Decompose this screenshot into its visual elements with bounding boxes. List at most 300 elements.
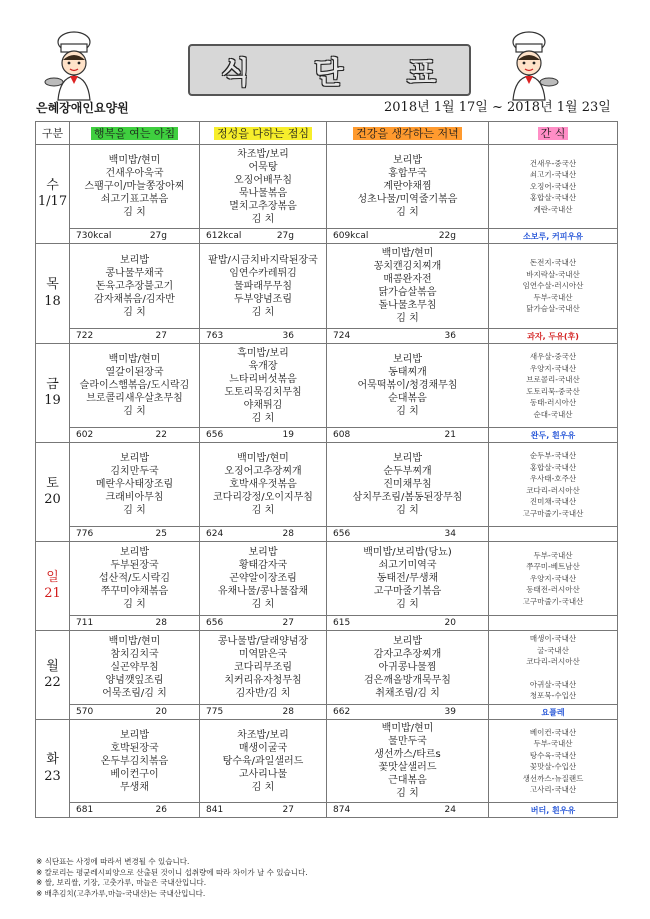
calories: 570	[76, 707, 94, 717]
menu-item: 김 치	[251, 599, 275, 610]
menu-item: 묵나물볶음	[238, 187, 288, 199]
menu-item: 김 치	[251, 306, 275, 318]
lunch-cell	[200, 244, 327, 329]
menu-item: 보리밥	[393, 354, 422, 365]
menu-item: 김 치	[396, 788, 419, 799]
nutrition-values	[206, 529, 320, 539]
protein: 20	[444, 618, 456, 628]
nutrition-row	[36, 229, 618, 244]
origin-item: 오징어-국내산	[529, 181, 577, 191]
nutrition-cell	[200, 229, 327, 244]
nutrition-cell	[70, 329, 200, 344]
menu-item: 검은깨올방개묵무침	[364, 675, 451, 686]
footnote: ※ 배추김치(고추가루,마늘-국내산)는 국내산입니다.	[36, 888, 206, 898]
origin-item: 새우살-중국산	[529, 352, 577, 361]
menu-item: 어묵탕	[248, 161, 278, 173]
nutrition-values	[76, 529, 193, 539]
calories: 841	[206, 805, 224, 815]
nutrition-cell	[327, 705, 489, 720]
menu-item: 백미밥/현미	[108, 354, 161, 365]
nutrition-row	[36, 428, 618, 443]
nutrition-values	[76, 707, 193, 717]
nutrition-cell	[200, 616, 327, 631]
calories: 624	[206, 529, 224, 539]
nutrition-cell	[70, 428, 200, 443]
menu-item: 매생이굴국	[238, 742, 288, 754]
nutrition-row	[36, 527, 618, 542]
origin-item: 돈전지-국내산	[529, 258, 577, 268]
menu-item: 돈육고추장불고기	[95, 280, 174, 292]
protein: 22g	[438, 231, 456, 241]
nutrition-cell	[70, 803, 200, 818]
breakfast-cell	[70, 542, 200, 616]
menu-item: 홍합무국	[388, 168, 427, 179]
origin-item: 두부-국내산	[533, 739, 573, 748]
day-cell	[36, 631, 70, 720]
calories: 608	[333, 430, 351, 440]
menu-item: 호박새우젓볶음	[229, 479, 297, 490]
menu-item: 탕수육/과일샐러드	[222, 755, 304, 767]
menu-item: 보리밥	[393, 636, 422, 647]
menu-item: 베이컨구이	[110, 768, 159, 780]
nutrition-cell	[327, 616, 489, 631]
menu-item: 아귀콩나물찜	[378, 662, 437, 673]
menu-item: 건새우아욱국	[105, 168, 164, 179]
origin-item: 우양지-국내산	[529, 363, 577, 373]
menu-item: 무생채	[120, 781, 149, 793]
menu-item: 김치만두국	[110, 466, 159, 477]
day-row	[36, 631, 618, 705]
menu-item: 계란야채찜	[383, 181, 432, 192]
menu-item: 야채튀김	[243, 399, 283, 411]
menu-item: 김 치	[396, 406, 419, 417]
menu-item: 어묵조림/김 치	[102, 688, 167, 699]
menu-item: 백미밥/보리밥(당뇨)	[363, 547, 452, 558]
weekly-menu-table	[35, 121, 618, 818]
menu-item: 고구마줄기볶음	[373, 586, 442, 597]
menu-item: 보리밥	[393, 155, 422, 166]
menu-item: 꽁치캔김치찌개	[373, 261, 442, 272]
snack-cell: 요플레	[489, 705, 618, 720]
day-name: 화	[46, 752, 59, 768]
menu-item: 백미밥/현미	[381, 248, 434, 259]
dinner-cell	[327, 631, 489, 705]
protein: 27	[282, 618, 294, 628]
menu-item: 닭가슴살볶음	[378, 287, 437, 298]
header-gubun: 구분	[36, 122, 70, 145]
protein: 39	[444, 707, 456, 717]
menu-item: 백미밥/현미	[108, 636, 161, 647]
menu-item: 코다리무조림	[234, 662, 292, 673]
dinner-cell	[327, 244, 489, 329]
protein: 28	[282, 529, 294, 539]
menu-item: 감자고추장찌개	[373, 649, 442, 660]
nutrition-cell	[70, 705, 200, 720]
menu-item: 치커리유자청무침	[224, 675, 302, 686]
menu-item: 근대볶음	[388, 775, 427, 786]
calories: 656	[206, 430, 224, 440]
day-name: 토	[46, 475, 59, 491]
nutrition-values	[206, 331, 320, 341]
day-row	[36, 542, 618, 616]
origin-item: 임연수살-러시아산	[522, 281, 584, 291]
menu-item: 섭산적/도시락김	[99, 573, 170, 584]
calories: 602	[76, 430, 94, 440]
calories: 662	[333, 707, 351, 717]
breakfast-cell	[70, 344, 200, 428]
menu-item: 김 치	[251, 781, 275, 793]
menu-title-banner	[188, 44, 471, 96]
calories: 615	[333, 618, 351, 628]
nutrition-values	[333, 805, 482, 815]
menu-item: 동태찌개	[388, 367, 427, 378]
menu-item: 백미밥/현미	[108, 155, 161, 166]
menu-item: 오징어배무침	[234, 174, 292, 186]
nutrition-cell	[70, 527, 200, 542]
nutrition-cell	[327, 229, 489, 244]
calories: 656	[333, 529, 351, 539]
menu-item: 물파래무무침	[234, 280, 292, 292]
nutrition-values	[76, 430, 193, 440]
calories: 612kcal	[206, 231, 242, 241]
menu-item: 열갈이된장국	[105, 367, 164, 378]
menu-item: 임연수카레튀김	[229, 267, 297, 279]
dinner-label: 건강을 생각하는 저녁	[353, 127, 462, 140]
menu-item: 백미밥/현미	[237, 453, 289, 464]
menu-item: 두부된장국	[110, 560, 159, 571]
menu-item: 순대볶음	[388, 393, 427, 404]
menu-item: 느타리버섯볶음	[229, 373, 297, 385]
nutrition-row	[36, 329, 618, 344]
menu-item: 메란우사태장조림	[95, 479, 174, 490]
menu-item: 콩나물밥/달래양념장	[217, 636, 309, 647]
lunch-label: 정성을 다하는 점심	[214, 127, 312, 140]
origin-item: 홍합살-국내산	[529, 462, 577, 472]
origin-item: 우양지-국내산	[529, 573, 577, 583]
menu-item: 멸치고추장볶음	[229, 200, 297, 212]
origin-item: 굴-국내산	[537, 645, 569, 655]
footnote: ※ 칼로리는 평균레시피양으로 산출된 것이니 섭취량에 따라 차이가 날 수 있습니다.	[36, 867, 308, 877]
menu-item: 보리밥	[393, 453, 422, 464]
menu-item: 김 치	[251, 505, 275, 516]
menu-item: 감자채볶음/김자반	[94, 293, 175, 305]
menu-item: 실곤약무침	[110, 662, 159, 673]
origin-item: 계란-국내산	[533, 204, 573, 214]
menu-item: 팥밥/시금치바지락된장국	[208, 254, 318, 266]
calories: 656	[206, 618, 224, 628]
title-char: 표	[407, 56, 438, 91]
organization-name: 은혜장애인요양원	[36, 101, 129, 115]
nutrition-values	[76, 331, 193, 341]
origin-item: 쭈꾸미-베트남산	[526, 562, 580, 572]
day-row	[36, 344, 618, 428]
origin-item: 고구마줄기-국내산	[522, 508, 584, 518]
calories: 776	[76, 529, 94, 539]
nutrition-values	[333, 430, 482, 440]
footnote: ※ 쌀, 보리쌀, 기장, 고춧가루, 마늘은 국내산입니다.	[36, 878, 207, 887]
menu-item: 미역맑은국	[238, 649, 288, 660]
protein: 34	[444, 529, 456, 539]
protein: 25	[155, 529, 167, 539]
origin-item: 꽃맛살-수입산	[529, 762, 577, 771]
origin-item: 진미채-국내산	[529, 497, 577, 506]
menu-item: 김 치	[123, 207, 146, 218]
origin-item: 바지락살-국내산	[526, 269, 580, 279]
menu-item: 김 치	[123, 306, 146, 318]
day-date: 21	[44, 586, 61, 601]
nutrition-row	[36, 705, 618, 720]
lunch-cell	[200, 542, 327, 616]
origin-item: 매생이-국내산	[529, 634, 577, 644]
table-header-row	[36, 122, 618, 145]
header-snack	[489, 122, 618, 145]
menu-item: 쇠고기미역국	[378, 560, 437, 571]
nutrition-cell	[70, 229, 200, 244]
nutrition-cell	[327, 527, 489, 542]
menu-item: 김 치	[251, 412, 275, 424]
menu-item: 콩나물무채국	[105, 267, 164, 279]
nutrition-cell	[70, 616, 200, 631]
protein: 28	[155, 618, 167, 628]
snack-cell: 버터, 흰우유	[489, 803, 618, 818]
origin-item: 도토리묵-중국산	[526, 386, 580, 396]
origin-cell	[489, 720, 618, 803]
origin-cell	[489, 244, 618, 329]
title-char: 단	[314, 56, 345, 91]
calories: 722	[76, 331, 94, 341]
menu-item: 코다리강정/오이지무침	[213, 492, 313, 503]
menu-item: 삼치무조림/봄동된장무침	[352, 492, 463, 503]
nutrition-values	[333, 331, 482, 341]
title-char: 식	[221, 56, 252, 91]
chef-illustration-right	[497, 30, 561, 102]
calories: 711	[76, 618, 94, 628]
protein: 27	[282, 805, 294, 815]
menu-item: 매콤완자전	[383, 274, 432, 285]
breakfast-cell	[70, 720, 200, 803]
nutrition-values	[76, 231, 193, 241]
nutrition-values	[206, 430, 320, 440]
menu-item: 김 치	[396, 505, 419, 516]
calories: 724	[333, 331, 351, 341]
menu-item: 어묵떡볶이/청경채무침	[357, 380, 458, 391]
breakfast-cell	[70, 244, 200, 329]
menu-item: 보리밥	[120, 453, 149, 464]
menu-item: 육개장	[248, 360, 278, 372]
menu-item: 참치김치국	[110, 649, 159, 660]
menu-item: 흑미밥/보리	[237, 347, 289, 359]
origin-cell	[489, 443, 618, 527]
origin-item: 순두부-국내산	[529, 451, 577, 460]
menu-item: 취채조림/김 치	[375, 688, 440, 699]
day-name: 일	[46, 569, 59, 585]
nutrition-values	[206, 231, 320, 241]
menu-item: 생선까스/타르s	[374, 749, 441, 760]
menu-item: 김자반/김 치	[235, 688, 291, 699]
menu-item: 고사리나물	[238, 768, 288, 780]
chef-illustration-left	[42, 30, 106, 102]
lunch-cell	[200, 145, 327, 229]
origin-item: 순대-국내산	[533, 409, 573, 419]
origin-item: 탕수육-국내산	[529, 750, 577, 760]
origin-item: 동태전-러시아산	[526, 585, 580, 595]
menu-item: 보리밥	[248, 547, 278, 558]
menu-item: 김 치	[123, 599, 146, 610]
menu-item: 호박된장국	[110, 742, 159, 754]
menu-item: 쭈꾸미야채볶음	[100, 586, 169, 597]
menu-item: 진미채무침	[383, 479, 432, 490]
menu-item: 백미밥/현미	[381, 723, 434, 734]
breakfast-cell	[70, 443, 200, 527]
day-name: 수	[46, 177, 59, 193]
header-breakfast	[70, 122, 200, 145]
day-cell	[36, 443, 70, 542]
nutrition-values	[333, 231, 482, 241]
footnotes	[36, 857, 308, 899]
origin-item: 아귀살-국내산	[529, 679, 577, 689]
protein: 22	[155, 430, 167, 440]
origin-cell	[489, 631, 618, 705]
menu-item: 동태전/무생채	[376, 573, 439, 584]
nutrition-cell	[327, 428, 489, 443]
menu-item: 김 치	[123, 505, 146, 516]
day-row	[36, 443, 618, 527]
menu-item: 황태감자국	[238, 560, 288, 571]
origin-item: 동태-러시아산	[529, 398, 577, 407]
lunch-cell	[200, 720, 327, 803]
day-date: 18	[44, 293, 61, 309]
nutrition-values	[333, 618, 482, 628]
footnote: ※ 식단표는 사정에 따라서 변경될 수 있습니다.	[36, 857, 190, 866]
menu-item: 온두부김치볶음	[100, 755, 169, 767]
day-date: 19	[44, 393, 61, 408]
protein: 26	[155, 805, 167, 815]
nutrition-cell	[200, 428, 327, 443]
day-date: 1/17	[37, 194, 68, 209]
menu-item: 차조밥/보리	[237, 729, 289, 741]
day-name: 목	[46, 277, 59, 293]
nutrition-row	[36, 616, 618, 631]
menu-item: 양념깻잎조림	[105, 675, 164, 686]
nutrition-cell	[200, 705, 327, 720]
protein: 36	[282, 331, 294, 341]
nutrition-values	[76, 805, 193, 815]
menu-item: 보리밥	[120, 547, 149, 558]
nutrition-cell	[200, 803, 327, 818]
dinner-cell	[327, 344, 489, 428]
menu-item: 순두부찌개	[383, 466, 432, 477]
breakfast-label: 행복을 여는 아침	[91, 127, 178, 140]
origin-item: 우사태-호주산	[529, 474, 577, 483]
day-cell	[36, 344, 70, 443]
origin-item: 두부-국내산	[533, 550, 573, 560]
menu-item: 보리밥	[120, 729, 149, 741]
menu-item: 스팸구이/마늘쫑장아찌	[84, 181, 185, 192]
menu-item: 오징어고추장찌개	[224, 466, 302, 477]
calories: 874	[333, 805, 351, 815]
day-cell	[36, 145, 70, 244]
protein: 27	[155, 331, 167, 341]
menu-item: 성초나물/미역줄기볶음	[357, 194, 458, 205]
origin-item: 두부-국내산	[533, 292, 573, 302]
menu-item: 꽃맛살샐러드	[378, 762, 437, 773]
day-cell	[36, 244, 70, 344]
day-row	[36, 720, 618, 803]
header-lunch	[200, 122, 327, 145]
day-name: 금	[46, 376, 59, 392]
menu-item: 차조밥/보리	[237, 148, 289, 160]
day-row	[36, 145, 618, 229]
menu-item: 김 치	[123, 406, 146, 417]
origin-cell	[489, 344, 618, 428]
day-cell	[36, 720, 70, 818]
dinner-cell	[327, 145, 489, 229]
nutrition-row	[36, 803, 618, 818]
snack-cell: 완두, 흰우유	[489, 428, 618, 443]
protein: 28	[282, 707, 294, 717]
protein: 24	[444, 805, 456, 815]
origin-item: 건새우-중국산	[529, 158, 577, 168]
protein: 27g	[149, 231, 167, 241]
menu-item: 물만두국	[388, 736, 427, 747]
dinner-cell	[327, 542, 489, 616]
breakfast-cell	[70, 145, 200, 229]
calories: 775	[206, 707, 224, 717]
lunch-cell	[200, 631, 327, 705]
origin-item	[489, 668, 617, 679]
origin-item: 고구마줄기-국내산	[522, 596, 584, 606]
menu-item: 곤약알이장조림	[229, 573, 297, 584]
origin-item: 고사리-국내산	[529, 785, 577, 794]
snack-cell: 소보루, 커피우유	[489, 229, 618, 244]
protein: 19	[282, 430, 294, 440]
origin-item: 쇠고기-국내산	[529, 170, 577, 180]
menu-item: 크래비아무침	[105, 492, 164, 503]
origin-item: 베이컨-국내산	[529, 727, 577, 737]
menu-item: 김 치	[396, 313, 419, 324]
menu-item: 슬라이스햄볶음/도시락김	[79, 380, 190, 391]
day-date: 20	[44, 492, 61, 507]
nutrition-cell	[200, 527, 327, 542]
nutrition-cell	[327, 329, 489, 344]
protein: 21	[444, 430, 456, 440]
origin-item: 코다리-러시아산	[526, 485, 580, 495]
protein: 36	[444, 331, 456, 341]
snack-cell	[489, 616, 618, 631]
menu-item: 김 치	[396, 207, 419, 218]
calories: 681	[76, 805, 94, 815]
origin-item: 닭가슴살-국내산	[526, 304, 580, 314]
menu-item: 돌나물초무침	[378, 300, 437, 311]
nutrition-cell	[327, 803, 489, 818]
snack-cell: 과자, 두유(후)	[489, 329, 618, 344]
menu-item: 김 치	[396, 599, 419, 610]
menu-item: 김 치	[251, 213, 275, 225]
origin-item: 생선까스-뉴질랜드	[522, 773, 584, 783]
snack-label: 간 식	[538, 127, 569, 140]
menu-item: 도토리묵김치무침	[224, 386, 302, 398]
calories: 763	[206, 331, 224, 341]
nutrition-values	[206, 618, 320, 628]
snack-cell	[489, 527, 618, 542]
calories: 730kcal	[76, 231, 112, 241]
nutrition-cell	[200, 329, 327, 344]
breakfast-cell	[70, 631, 200, 705]
day-row	[36, 244, 618, 329]
day-name: 월	[46, 658, 59, 674]
origin-item: 코다리-러시아산	[526, 657, 580, 667]
menu-item: 보리밥	[120, 254, 149, 266]
